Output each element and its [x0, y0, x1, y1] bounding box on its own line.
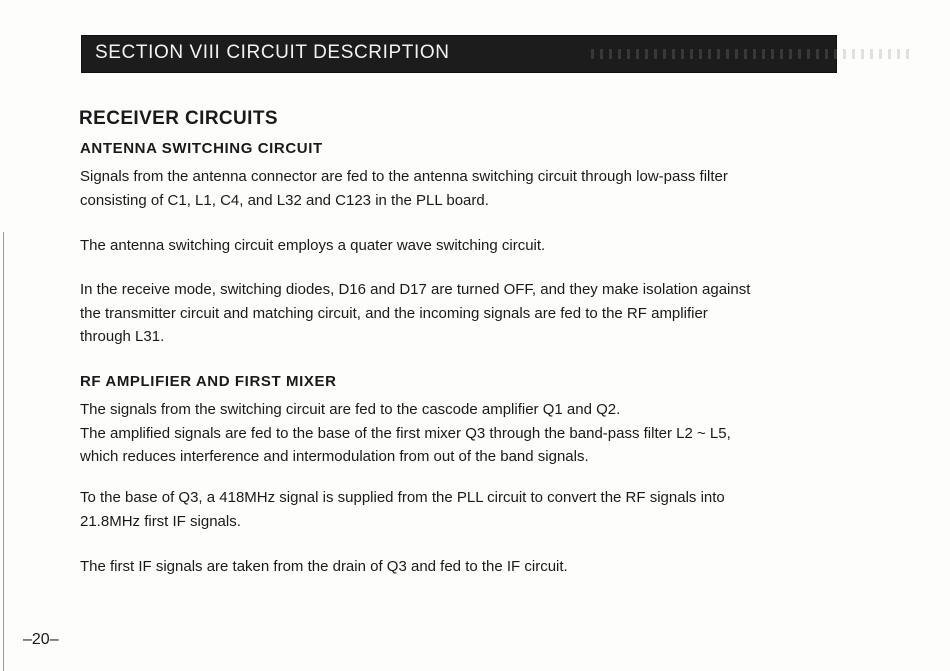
text-line: The signals from the switching circuit are fed to the cascode amplifier Q1 and Q2. [80, 401, 621, 418]
text-line: To the base of Q3, a 418MHz signal is supplied from the PLL circuit to convert the RF signals into [80, 489, 725, 506]
text-line: The antenna switching circuit employs a quater wave switching circuit. [80, 237, 546, 254]
paragraph-cascode-amplifier [80, 398, 850, 469]
paragraph-receive-mode [80, 278, 850, 349]
banner-texture [591, 49, 911, 59]
paragraph-pll-signal [80, 486, 850, 533]
subsection-heading-rf-amplifier: RF AMPLIFIER AND FIRST MIXER [80, 373, 337, 390]
paragraph-first-if [80, 555, 850, 579]
page-number: –20– [23, 631, 59, 648]
text-line: The first IF signals are taken from the drain of Q3 and fed to the IF circuit. [80, 558, 568, 575]
text-line: The amplified signals are fed to the base of the first mixer Q3 through the band-pass filter L2 ~ L5, [80, 424, 731, 442]
section-banner [81, 35, 837, 73]
text-line: Signals from the antenna connector are fed to the antenna switching circuit through low-pass filter [80, 168, 728, 185]
paragraph-quarter-wave [80, 234, 850, 258]
text-line: In the receive mode, switching diodes, D16 and D17 are turned OFF, and they make isolation against [80, 281, 751, 298]
paragraph-antenna-filter [80, 165, 850, 212]
section-title: SECTION VIII CIRCUIT DESCRIPTION [95, 42, 450, 63]
text-line: consisting of C1, L1, C4, and L32 and C123 in the PLL board. [80, 191, 489, 209]
text-line: the transmitter circuit and matching circuit, and the incoming signals are fed to the RF amplifier [80, 304, 708, 322]
page-edge-rule [3, 232, 4, 671]
text-line: 21.8MHz first IF signals. [80, 512, 241, 530]
subsection-heading-antenna-switching: ANTENNA SWITCHING CIRCUIT [80, 140, 323, 157]
main-heading: RECEIVER CIRCUITS [79, 108, 278, 129]
text-line: through L31. [80, 328, 165, 345]
text-line: which reduces interference and intermodulation from out of the band signals. [80, 448, 589, 465]
